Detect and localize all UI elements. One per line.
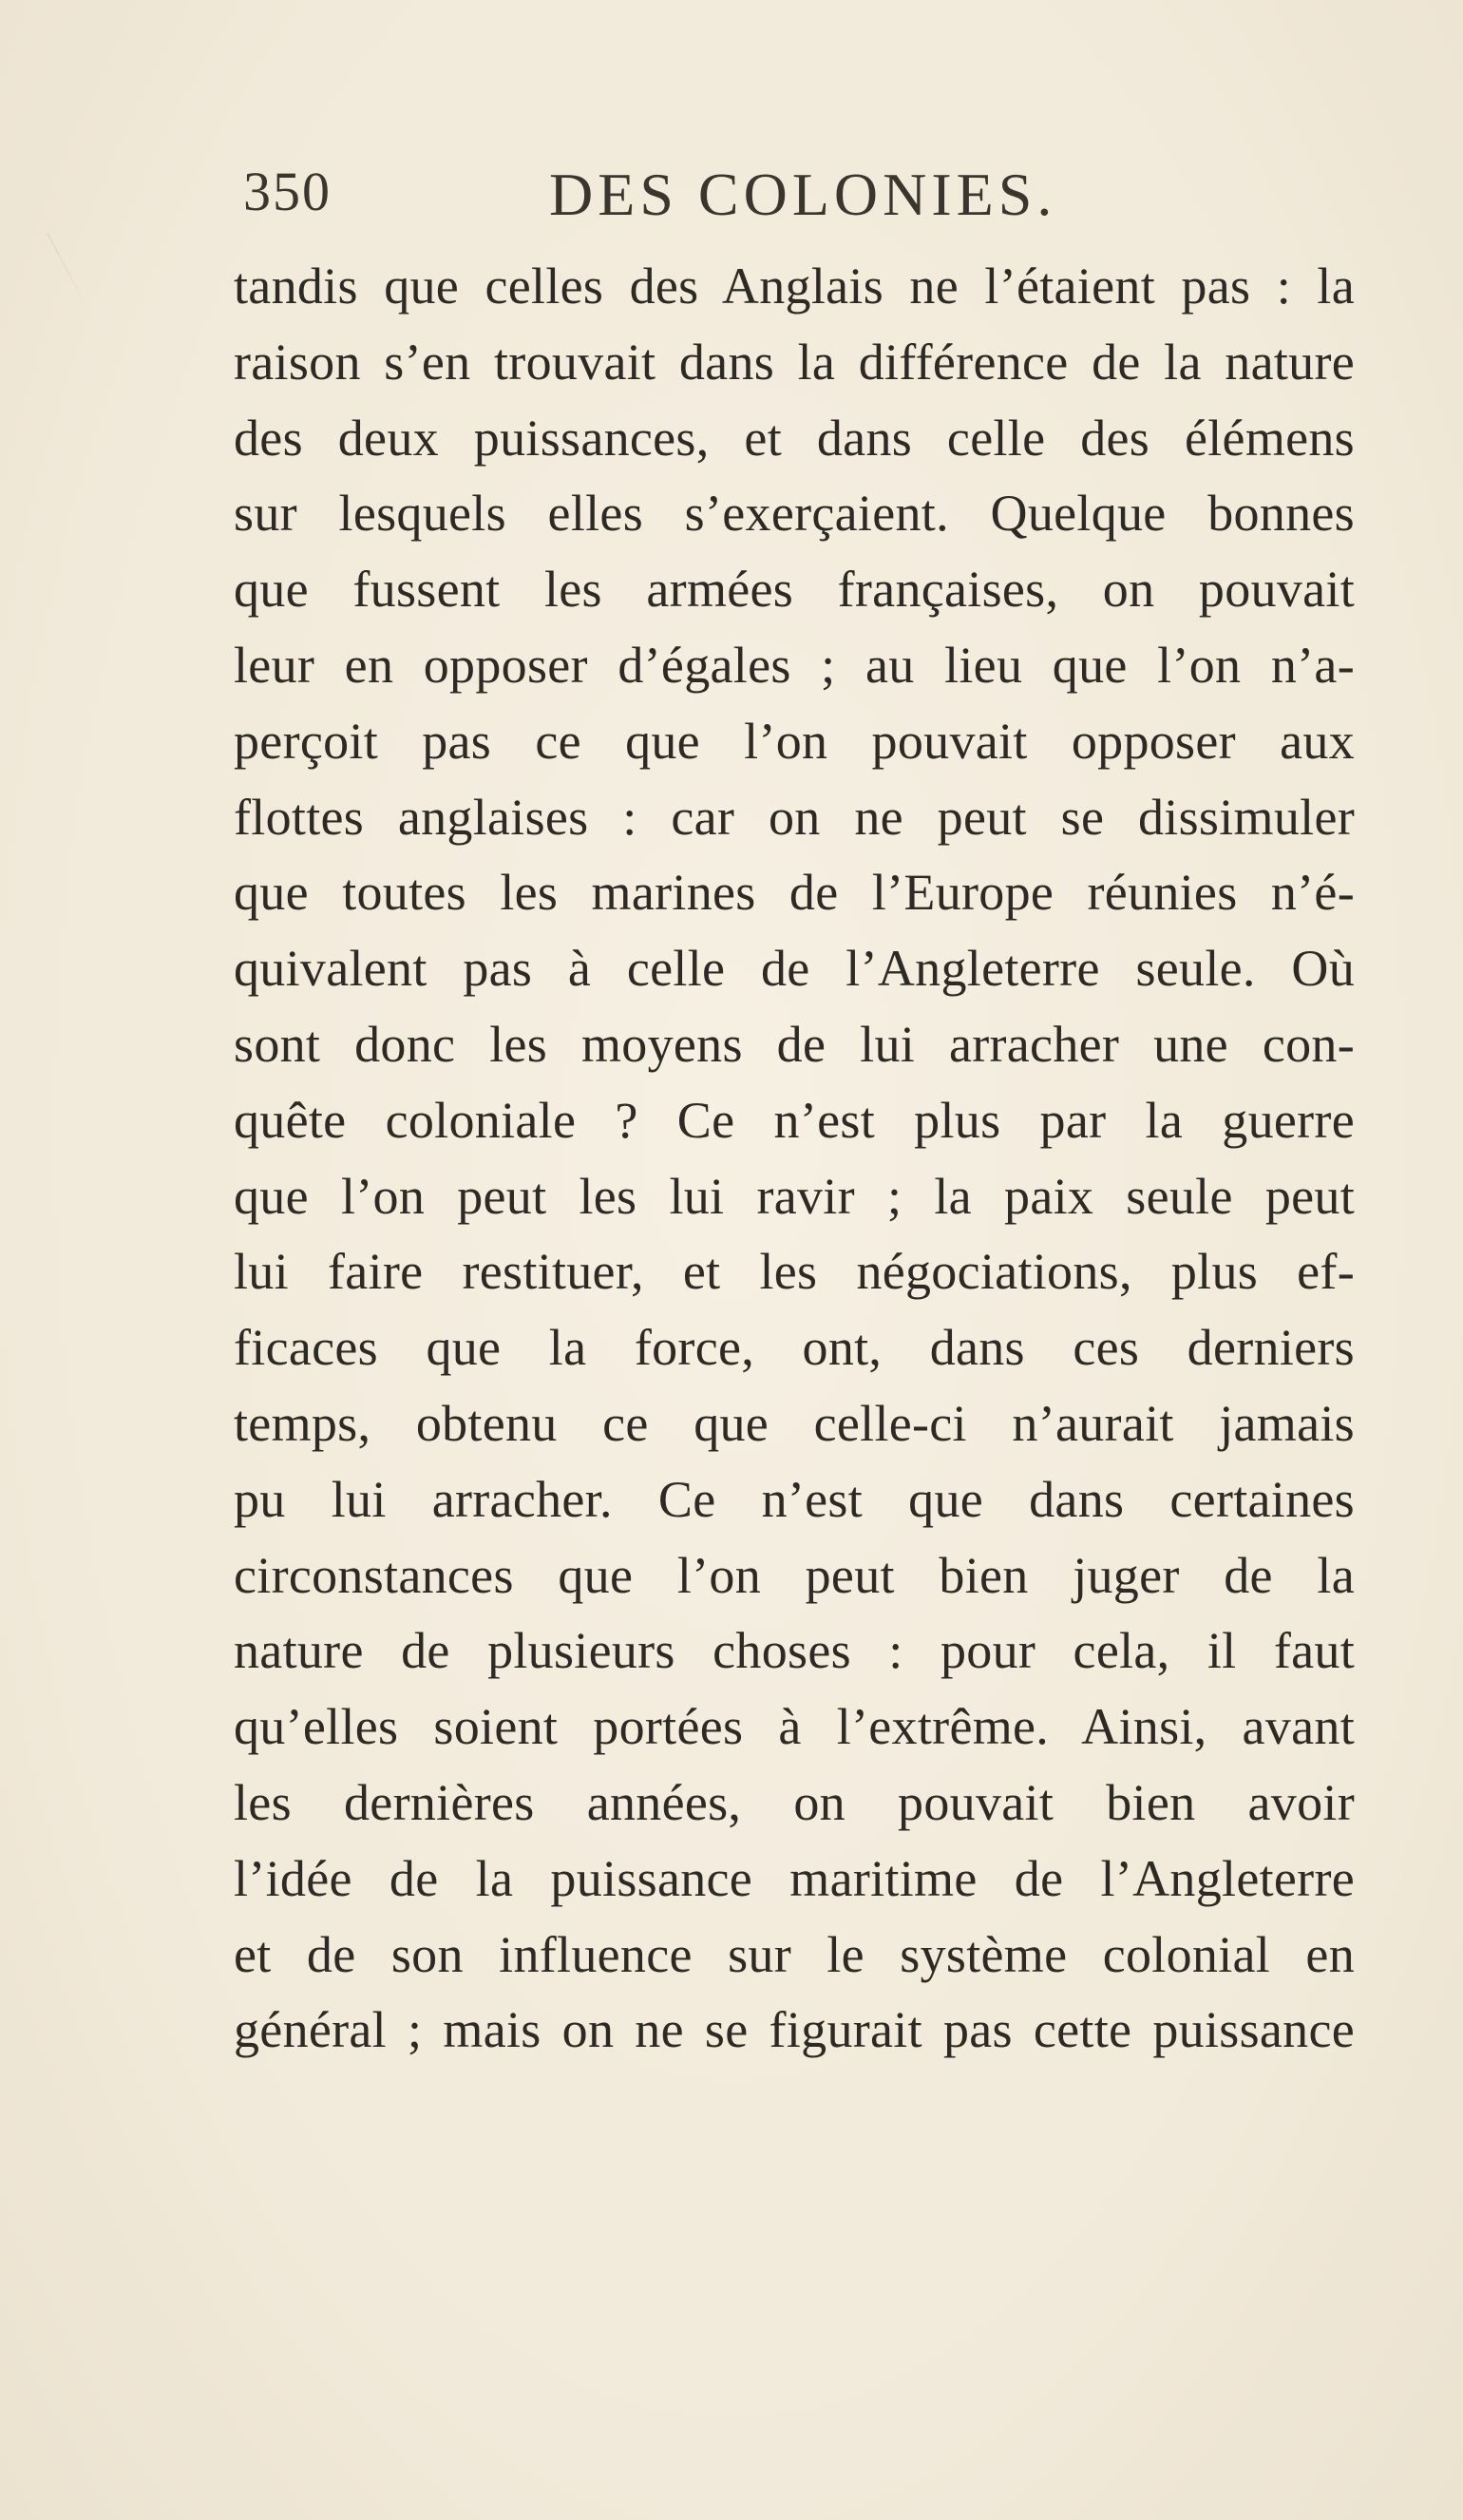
text-line: nature de plusieurs choses : pour cela, il faut xyxy=(234,1622,1355,1680)
text-line: les dernières années, on pouvait bien avoir xyxy=(234,1773,1355,1831)
text-line: pu lui arracher. Ce n’est que dans certaines xyxy=(234,1470,1355,1528)
text-line: général ; mais on ne se figurait pas cette puissance xyxy=(234,2001,1355,2059)
running-head xyxy=(243,160,1212,236)
text-line: que toutes les marines de l’Europe réunies n’é- xyxy=(234,864,1355,922)
text-line: ficaces que la force, ont, dans ces derniers xyxy=(234,1319,1355,1377)
text-line: qu’elles soient portées à l’extrême. Ainsi, avant xyxy=(234,1698,1355,1756)
body-text xyxy=(234,249,1355,2069)
text-line: temps, obtenu ce que celle-ci n’aurait jamais xyxy=(234,1394,1355,1452)
running-title: DES COLONIES. xyxy=(549,161,1057,228)
text-line: leur en opposer d’égales ; au lieu que l’on n’a- xyxy=(234,636,1355,694)
text-line: et de son influence sur le système colonial en xyxy=(234,1925,1355,1983)
text-line: quête coloniale ? Ce n’est plus par la guerre xyxy=(234,1091,1355,1149)
text-line: perçoit pas ce que l’on pouvait opposer aux xyxy=(234,712,1355,770)
text-line: l’idée de la puissance maritime de l’Angleterre xyxy=(234,1849,1355,1907)
text-line: quivalent pas à celle de l’Angleterre seule. Où xyxy=(234,940,1355,998)
text-line: sont donc les moyens de lui arracher une con- xyxy=(234,1015,1355,1073)
text-line: des deux puissances, et dans celle des élémens xyxy=(234,409,1355,467)
page-number: 350 xyxy=(243,161,332,222)
text-line: circonstances que l’on peut bien juger de la xyxy=(234,1546,1355,1604)
text-line: tandis que celles des Anglais ne l’étaient pas : la xyxy=(234,258,1355,315)
text-line: lui faire restituer, et les négociations, plus ef- xyxy=(234,1243,1355,1301)
text-line: que l’on peut les lui ravir ; la paix seule peut xyxy=(234,1167,1355,1225)
text-line: flottes anglaises : car on ne peut se dissimuler xyxy=(234,788,1355,846)
text-line: sur lesquels elles s’exerçaient. Quelque bonnes xyxy=(234,485,1355,543)
page-crease-mark xyxy=(47,233,88,309)
text-line: que fussent les armées françaises, on pouvait xyxy=(234,561,1355,619)
text-line: raison s’en trouvait dans la différence de la nature xyxy=(234,333,1355,391)
